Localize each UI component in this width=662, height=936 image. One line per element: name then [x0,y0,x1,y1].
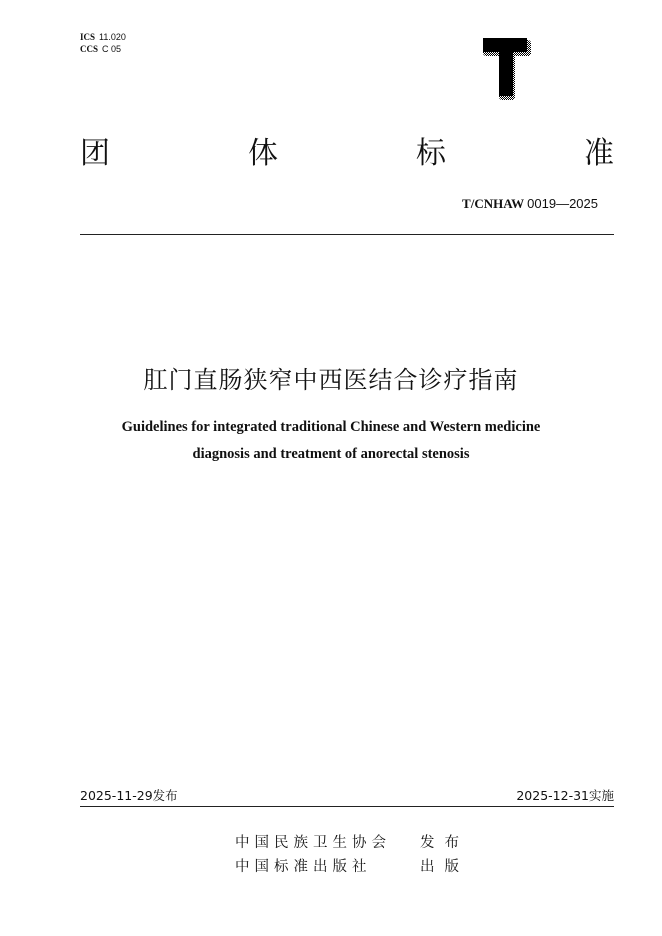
standard-number-prefix: T/CNHAW [462,196,525,211]
standard-type-char: 体 [248,136,278,171]
title-chinese: 肛门直肠狭窄中西医结合诊疗指南 [143,366,519,394]
title-english-line1: Guidelines for integrated traditional Chinese and Western medicine [121,419,541,435]
standard-t-logo [481,34,533,102]
bottom-divider [80,806,614,807]
press-action: 出版 [420,859,469,875]
classification-codes [80,31,126,55]
standard-type-char: 团 [80,136,110,171]
ccs-code: CCS C 05 [80,44,122,54]
publish-date: 2025-11-29发布 [80,788,178,803]
title-english-line2: diagnosis and treatment of anorectal stenosis [192,446,470,462]
implementation-date: 2025-12-31实施 [516,788,614,803]
standard-number-value: 0019—2025 [527,196,598,211]
publisher-action: 发布 [420,835,469,851]
publisher-name: 中国民族卫生协会 [235,835,391,851]
standard-number [462,196,598,212]
press-name: 中国标准出版社 [235,859,372,875]
standard-type-char: 准 [584,136,614,171]
standard-type-heading [80,136,614,172]
top-divider [80,234,614,235]
standard-type-char: 标 [416,136,446,171]
ics-code: ICS 11.020 [80,32,126,42]
